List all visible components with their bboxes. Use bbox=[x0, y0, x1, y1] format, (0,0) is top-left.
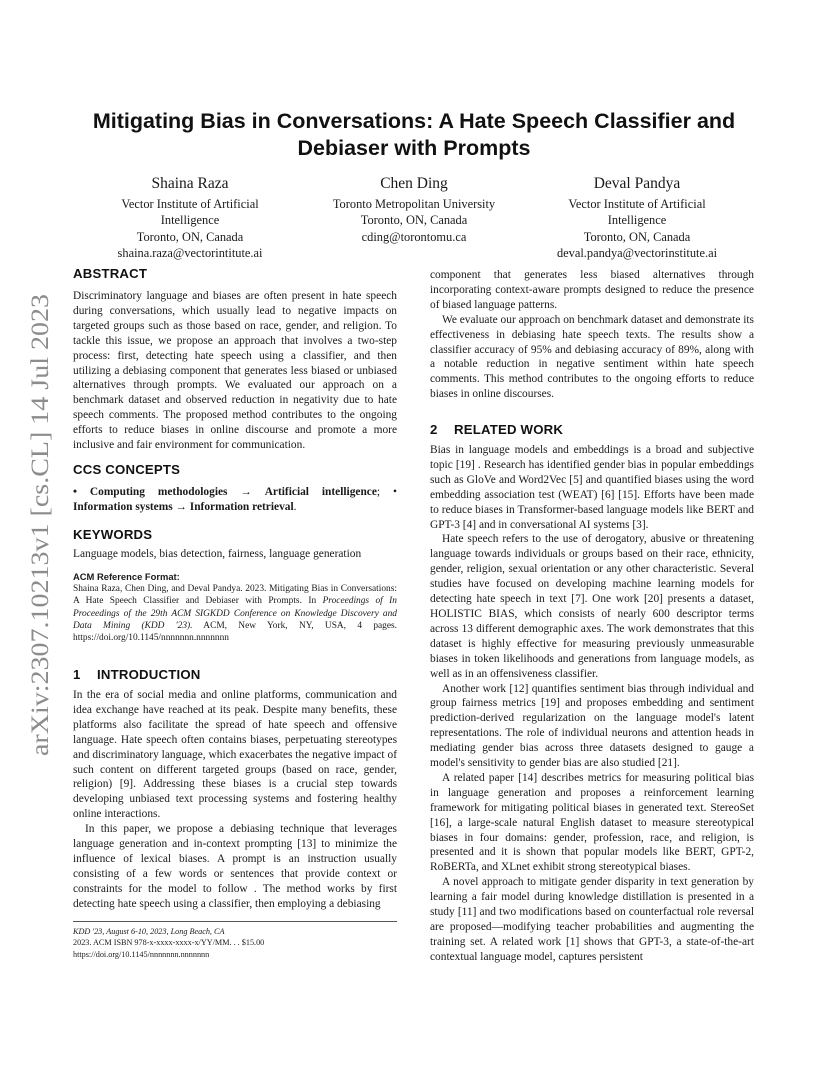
intro-continued bbox=[430, 268, 754, 402]
keywords-heading: KEYWORDS bbox=[73, 527, 153, 542]
acm-reference-heading: ACM Reference Format: bbox=[73, 571, 180, 582]
related-work-body bbox=[430, 443, 754, 965]
related-work-heading bbox=[430, 422, 563, 437]
author-email: cding@torontomu.ca bbox=[361, 229, 467, 244]
ccs-end: . bbox=[293, 500, 297, 513]
author-block-1 bbox=[70, 174, 310, 261]
ccs-arrow: → bbox=[240, 486, 252, 498]
author-location: Toronto, ON, Canada bbox=[583, 229, 691, 244]
ccs-term: Artificial intelligence bbox=[264, 486, 377, 498]
author-affiliation: Intelligence bbox=[607, 213, 667, 228]
acm-reference bbox=[73, 571, 397, 644]
paragraph: Another work [12] quantifies sentiment bias through individual and group fairness metrics [19] and proposes embedding and sentiment prediction-derived regularization on the language model's latent representations. The role of individual neurons and attention heads in mediating gender bias across three datasets designed to gauge a model's sensitivity to gender bias are also studied [21]. bbox=[430, 682, 754, 770]
author-name: Chen Ding bbox=[380, 175, 448, 192]
ccs-separator: ; • bbox=[376, 486, 397, 498]
ccs-arrow: → bbox=[175, 500, 187, 513]
author-block-3 bbox=[517, 174, 757, 261]
paper-title bbox=[60, 108, 768, 162]
footnote-isbn: 2023. ACM ISBN 978-x-xxxx-xxxx-x/YY/MM. . . $15.00 bbox=[73, 938, 265, 948]
abstract-body bbox=[73, 289, 397, 453]
keywords-text: Language models, bias detection, fairness, language generation bbox=[73, 548, 362, 560]
author-affiliation: Intelligence bbox=[160, 213, 220, 228]
title-line-1: Mitigating Bias in Conversations: A Hate Speech Classifier and bbox=[92, 109, 736, 133]
author-affiliation: Vector Institute of Artificial bbox=[568, 197, 706, 211]
arxiv-margin-stamp bbox=[12, 290, 60, 760]
abstract-heading: ABSTRACT bbox=[73, 266, 148, 281]
abstract-text: Discriminatory language and biases are often present in hate speech during conversations, which usually lead to negative impacts on targeted groups such as those based on race, gender, and religion. To tackle this issue, we propose an approach that involves a two-step process: first, detecting hate speech using a classifier, and then utilizing a debiasing component that generates less biased or unbiased alternatives through prompts. We evaluated our approach on a benchmark dataset and observed reduction in negativity due to hate speech comments. The proposed method contributes to the ongoing efforts to reduce biases in online discourse and promote a more inclusive and fair environment for communication. bbox=[73, 290, 397, 452]
footnote-venue: KDD '23, August 6-10, 2023, Long Beach, CA bbox=[73, 927, 225, 936]
paragraph: component that generates less biased alternatives through incorporating context-aware prompts designed to reduce the presence of biased language patterns. bbox=[430, 269, 754, 311]
author-name: Deval Pandya bbox=[593, 175, 681, 192]
acm-reference-text: Shaina Raza, Chen Ding, and Deval Pandya. 2023. Mitigating Bias in Conversations: A Hate Speech Classifier and Debiaser with Prompts. In bbox=[73, 584, 397, 607]
author-email: deval.pandya@vectorinstitute.ai bbox=[556, 245, 718, 260]
ccs-heading: CCS CONCEPTS bbox=[73, 462, 181, 477]
paragraph: A related paper [14] describes metrics for measuring political bias in language generation and proposes a reinforcement learning framework for mitigating political biases in generated text. StereoSet [16], a large-scale natural English dataset to measure stereotypical biases in four domains: gender, profession, race, and religion, is presented and it is shown that popular models like BERT, GPT-2, RoBERTa, and XLnet exhibit strong stereotypical biases. bbox=[430, 771, 754, 874]
ccs-concepts bbox=[73, 485, 397, 515]
arxiv-stamp-text: arXiv:2307.10213v1 [cs.CL] 14 Jul 2023 bbox=[27, 343, 54, 756]
acm-reference-doi: ACM, New York, NY, USA, 4 pages. https://doi.org/10.1145/nnnnnnn.nnnnnnn bbox=[73, 620, 398, 644]
introduction-body bbox=[73, 688, 397, 912]
author-location: Toronto, ON, Canada bbox=[360, 213, 468, 228]
paragraph: Hate speech refers to the use of derogatory, abusive or threatening language towards individuals or groups based on their race, ethnicity, gender, religion, sexual orientation or any other characteristic. Several studies have focused on developing machine learning models for detecting hate speech in text [7]. One work [20] presents a dataset, HOLISTIC BIAS, which consists of nearly 600 descriptor terms across 13 different demographic axes. The work demonstrates that this dataset is highly effective for measuring previously unmeasurable biases in token likelihoods and generations from language models, as well as in an offensiveness classifier. bbox=[430, 533, 754, 680]
section-title: INTRODUCTION bbox=[97, 667, 201, 682]
author-affiliation: Toronto Metropolitan University bbox=[332, 197, 496, 211]
paragraph: We evaluate our approach on benchmark dataset and demonstrate its effectiveness in debiasing hate speech texts. The results show a classifier accuracy of 95% and debiasing accuracy of 89%, along with a notable reduction in negative sentiment within hate speech comments. This method contributes to the ongoing efforts to reduce biases in online discourses. bbox=[430, 313, 754, 401]
footnote bbox=[73, 926, 397, 960]
title-line-2: Debiaser with Prompts bbox=[297, 136, 531, 160]
ccs-term: Information retrieval bbox=[189, 500, 294, 513]
paragraph: Bias in language models and embeddings is a broad and subjective topic [19] . Research has identified gender bias in popular embeddings such as GloVe and Word2Vec [5] and quantified biases using the word embedding association test (WEAT) [6] [15]. Efforts have been made to reduce biases in Transformer-based language models like BERT and GPT-3 [4] and in conversational AI systems [3]. bbox=[430, 444, 754, 531]
footnote-doi: https://doi.org/10.1145/nnnnnnn.nnnnnnn bbox=[73, 949, 210, 959]
author-name: Shaina Raza bbox=[151, 175, 229, 192]
section-number: 2 bbox=[430, 422, 438, 437]
ccs-term: • Computing methodologies bbox=[73, 486, 228, 498]
section-title: RELATED WORK bbox=[454, 422, 564, 437]
author-email: shaina.raza@vectorintitute.ai bbox=[117, 245, 263, 260]
footnote-rule bbox=[73, 921, 397, 922]
author-affiliation: Vector Institute of Artificial bbox=[121, 197, 259, 211]
ccs-term: Information systems bbox=[73, 500, 173, 513]
introduction-heading bbox=[73, 667, 201, 682]
acm-reference-venue: Proceedings of In Proceedings of the 29th ACM SIGKDD Conference on Knowledge Discovery and Data Mining (KDD '23). bbox=[73, 596, 397, 631]
paragraph: A novel approach to mitigate gender disparity in text generation by learning a fair model during knowledge distillation is presented in a study [11] and two modifications based on counterfactual role reversal are proposed—modifying teacher probabilities and augmenting the training set. A related work [1] shows that GPT-3, a state-of-the-art contextual language model, captures persistent bbox=[430, 876, 754, 963]
author-block-2 bbox=[294, 174, 534, 245]
author-location: Toronto, ON, Canada bbox=[136, 229, 244, 244]
paragraph: In the era of social media and online platforms, communication and idea exchange have reached at its peak. Despite many benefits, these platforms also facilitate the spread of hate speech and offensive language. Hate speech often contains biases, perpetuating stereotypes and discriminatory language, which exacerbates the negative impact of such content on different targeted groups (based on race, gender, religion) [9]. Addressing these biases is a crucial step towards developing unbiased text processing systems and fostering healthy online interactions. bbox=[73, 689, 397, 821]
paragraph: In this paper, we propose a debiasing technique that leverages language generation and in-context prompting [13] to minimize the influence of lexical biases. A prompt is an instruction usually consisting of a few words or sentences that provide context or constraints for the model to follow . The method works by first detecting hate speech using a classifier, then employing a debiasing bbox=[73, 823, 397, 910]
keywords-body bbox=[73, 547, 397, 562]
section-number: 1 bbox=[73, 667, 81, 682]
